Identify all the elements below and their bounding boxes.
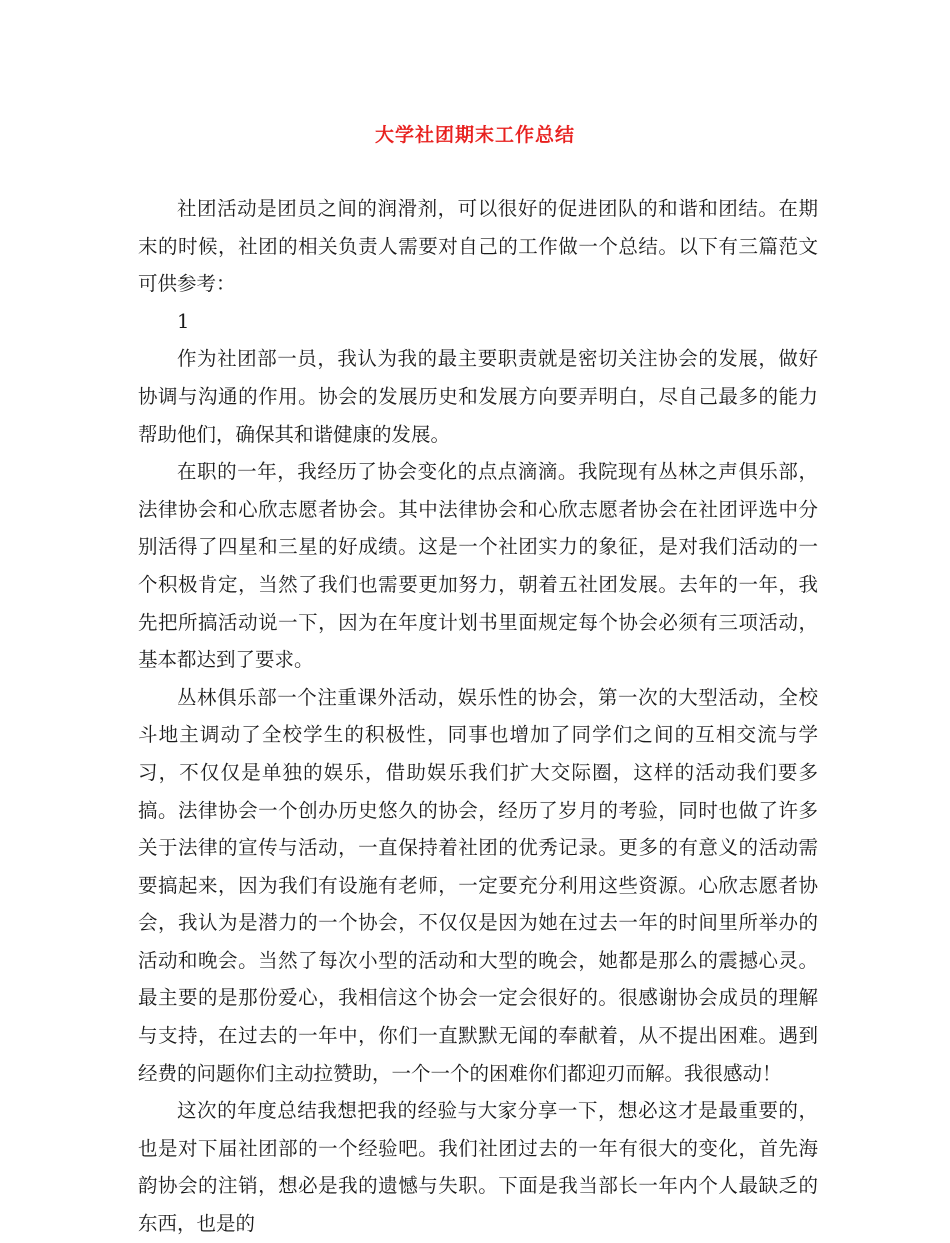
section-number: 1 <box>177 309 190 333</box>
paragraph-intro: 社团活动是团员之间的润滑剂，可以很好的促进团队的和谐和团结。在期末的时候，社团的相关负责人需要对自己的工作做一个总结。以下有三篇范文可供参考： <box>138 197 818 296</box>
paragraph-associations: 丛林俱乐部一个注重课外活动，娱乐性的协会，第一次的大型活动，全校斗地主调动了全校学生的积极性，同事也增加了同学们之间的互相交流与学习，不仅仅是单独的娱乐，借助娱乐我们扩大交际圈，这样的活动我们要多搞。法律协会一个创办历史悠久的协会，经历了岁月的考验，同时也做了许多关于法律的宣传与活动，一直保持着社团的优秀记录。更多的有意义的活动需要搞起来，因为我们有设施有老师，一定要充分利用这些资源。心欣志愿者协会，我认为是潜力的一个协会，不仅仅是因为她在过去一年的时间里所举办的活动和晚会。当然了每次小型的活动和大型的晚会，她都是那么的震撼心灵。最主要的是那份爱心，我相信这个协会一定会很好的。很感谢协会成员的理解与支持，在过去的一年中，你们一直默默无闻的奉献着，从不提出困难。遇到经费的问题你们主动拉赞助，一个一个的困难你们都迎刃而解。我很感动！ <box>138 685 818 1085</box>
document-body <box>138 190 818 1243</box>
paragraph-experience: 这次的年度总结我想把我的经验与大家分享一下，想必这才是最重要的，也是对下届社团部的一个经验吧。我们社团过去的一年有很大的变化，首先海韵协会的注销，想必是我的遗憾与失职。下面是我当部长一年内个人最缺乏的东西，也是的 <box>138 1099 818 1236</box>
paragraph-duty: 作为社团部一员，我认为我的最主要职责就是密切关注协会的发展，做好协调与沟通的作用。协会的发展历史和发展方向要弄明白，尽自己最多的能力帮助他们，确保其和谐健康的发展。 <box>138 347 818 446</box>
document-title: 大学社团期末工作总结 <box>374 124 575 146</box>
paragraph-year-review: 在职的一年，我经历了协会变化的点点滴滴。我院现有丛林之声俱乐部，法律协会和心欣志愿者协会。其中法律协会和心欣志愿者协会在社团评选中分别活得了四星和三星的好成绩。这是一个社团实力的象征，是对我们活动的一个积极肯定，当然了我们也需要更加努力，朝着五社团发展。去年的一年，我先把所搞活动说一下，因为在年度计划书里面规定每个协会必须有三项活动，基本都达到了要求。 <box>138 460 818 672</box>
